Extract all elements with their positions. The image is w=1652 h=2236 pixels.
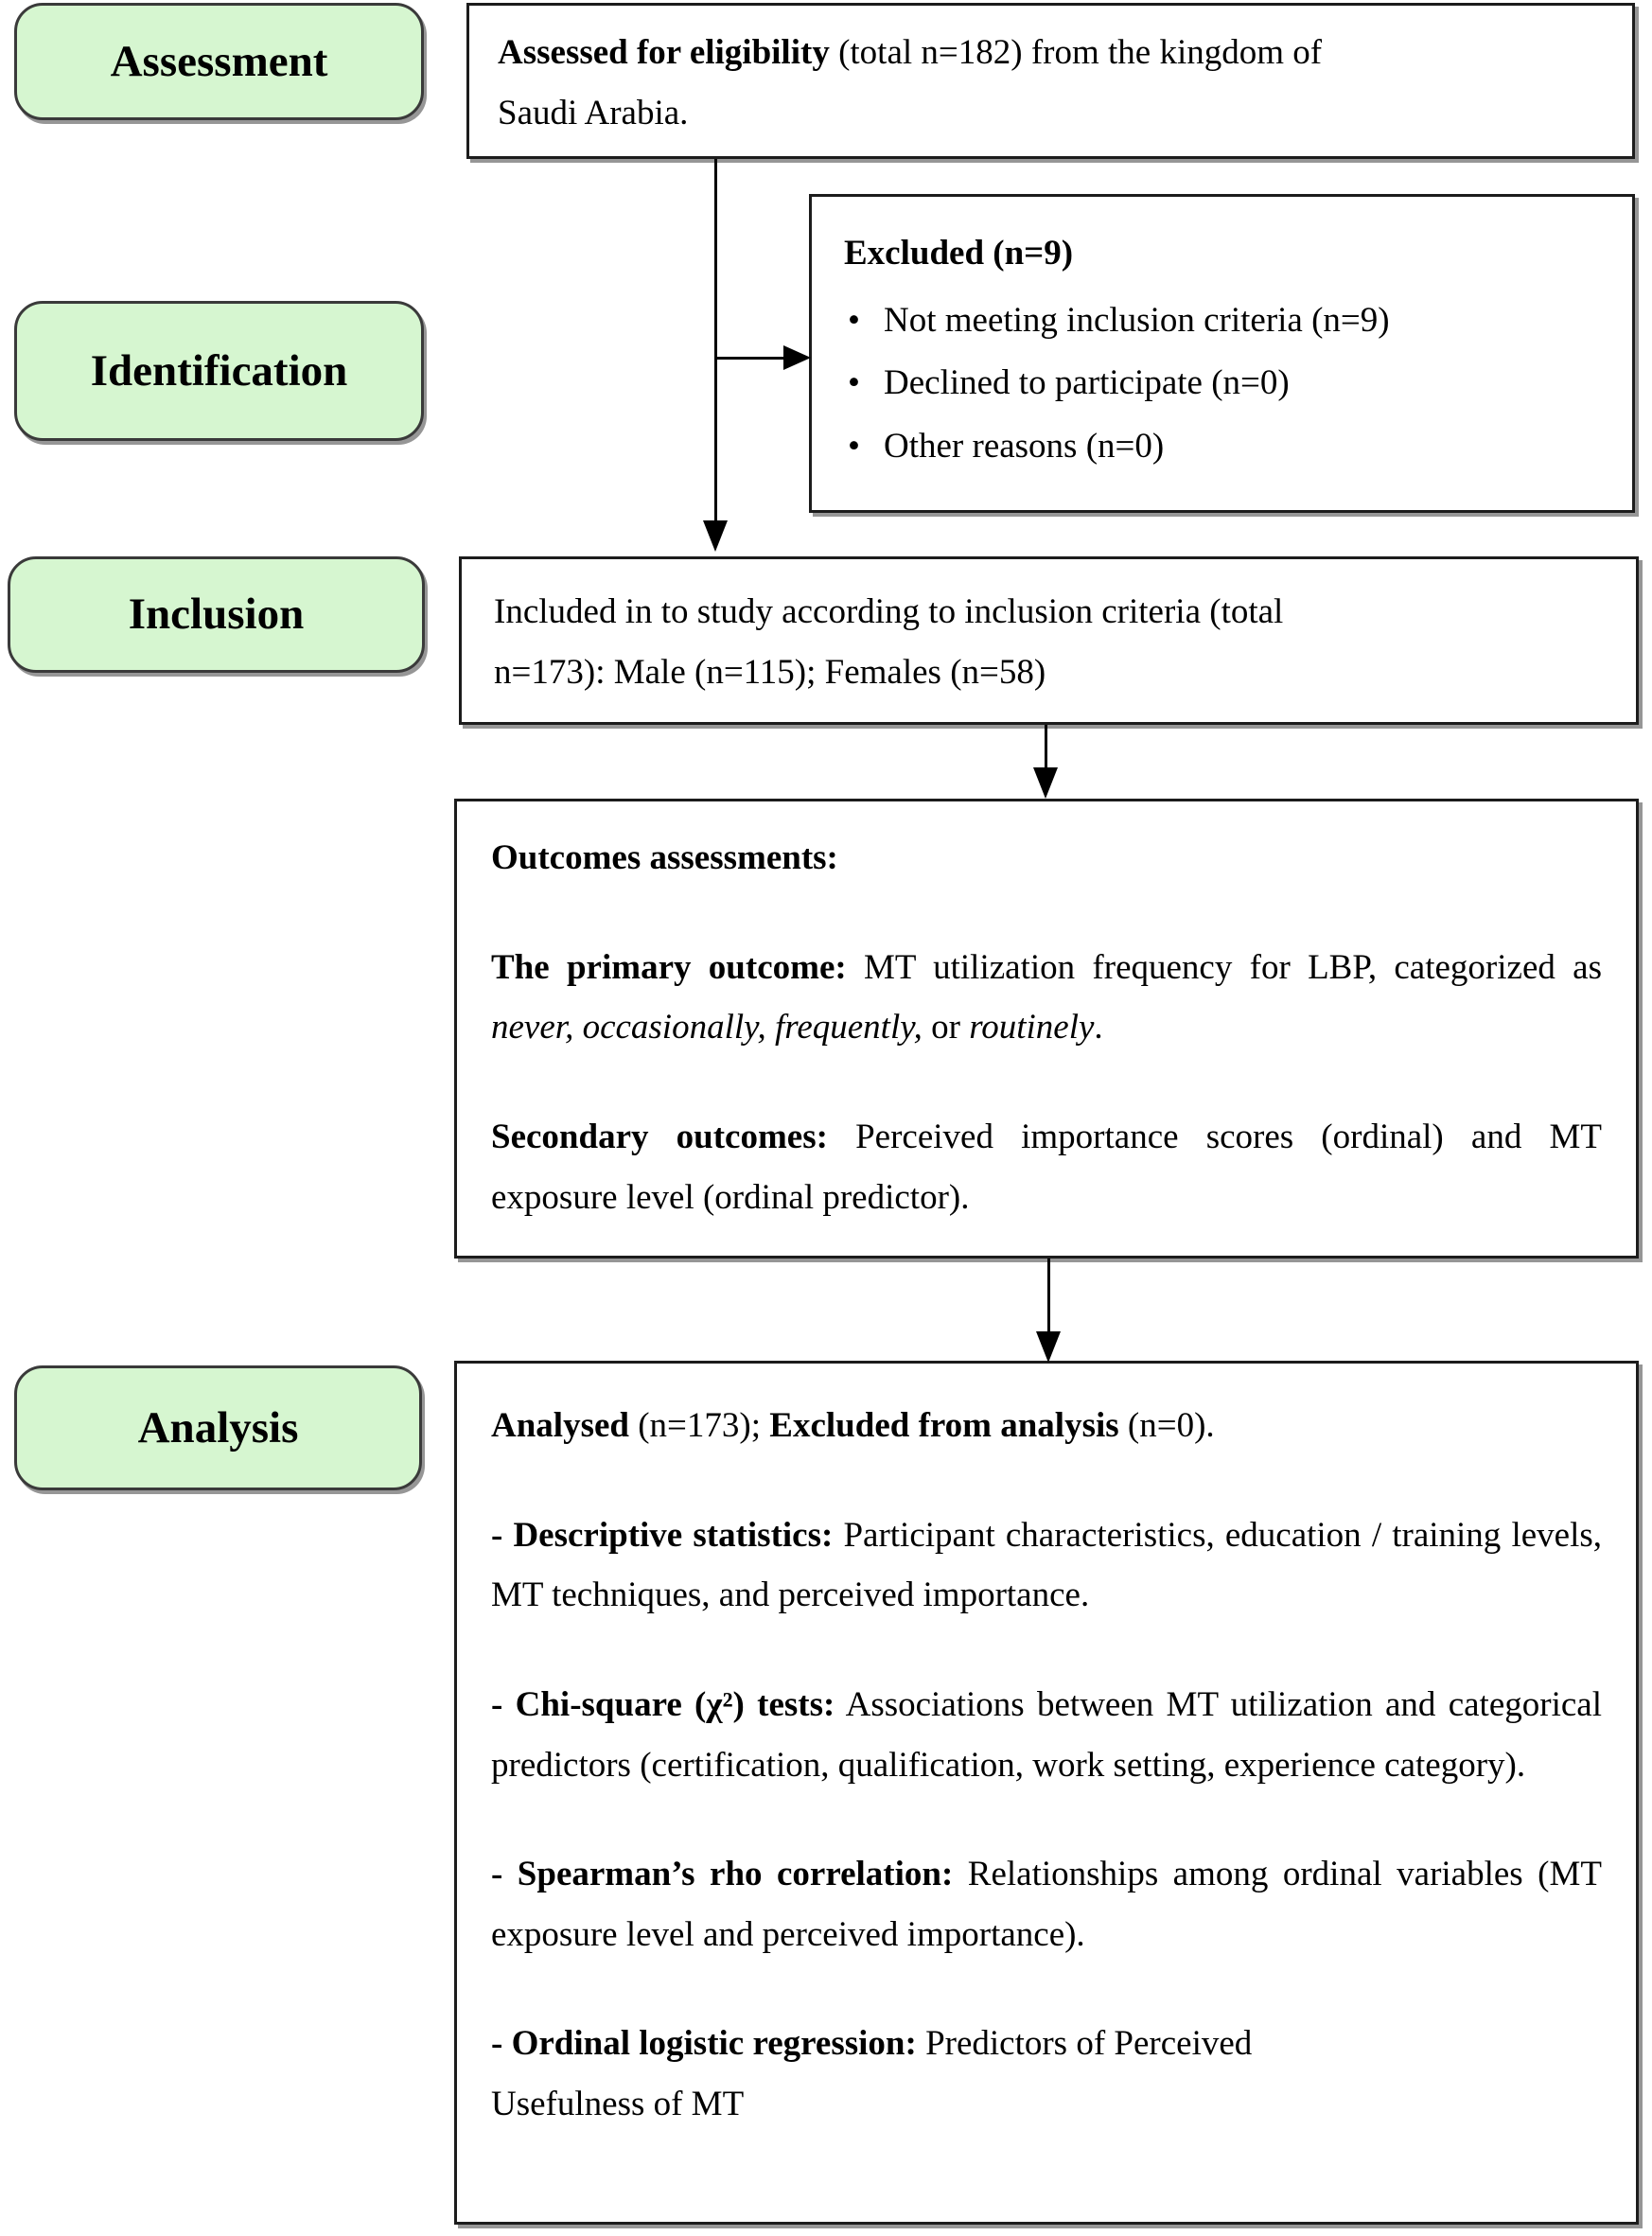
eligibility-box: [466, 3, 1635, 159]
arrow-eligibility-to-included-line: [714, 159, 717, 520]
stage-label-inclusion: [8, 556, 425, 673]
arrow-outcomes-to-analysis-line: [1047, 1259, 1050, 1332]
stage-label-inclusion-text: Inclusion: [128, 590, 305, 640]
excluded-box: [809, 194, 1635, 513]
arrowhead-down-icon: [1036, 1331, 1061, 1363]
stage-label-assessment: [14, 3, 424, 120]
analysis-item-descriptive: - Descriptive statistics: Participant characteristics, education / training levels, MT techniques, and perceived importance.: [491, 1515, 1602, 1615]
stage-label-analysis: [14, 1365, 422, 1490]
outcomes-secondary-text: Secondary outcomes: Perceived importance scores (ordinal) and MT exposure level (ordinal predictor).: [491, 1117, 1602, 1217]
analysis-item-ordinal-regression: - Ordinal logistic regression: Predictors of Perceived Usefulness of MT: [491, 2024, 1253, 2123]
stage-label-assessment-text: Assessment: [110, 36, 328, 86]
arrow-branch-to-excluded-line: [716, 357, 784, 360]
stage-label-identification: [14, 301, 424, 441]
arrowhead-down-icon: [703, 520, 728, 552]
excluded-title: Excluded (n=9): [844, 234, 1074, 273]
arrow-included-to-outcomes-line: [1045, 725, 1047, 768]
analysis-item-chi-square: - Chi-square (χ²) tests: Associations between MT utilization and categorical predictors (certification, qualification, work setting, experience category).: [491, 1684, 1602, 1785]
arrowhead-right-icon: [783, 345, 811, 370]
included-box: [459, 556, 1639, 725]
excluded-bullet-item: • Other reasons (n=0): [844, 415, 1606, 479]
excluded-bullet-item: • Declined to participate (n=0): [844, 352, 1606, 415]
stage-label-analysis-text: Analysis: [137, 1402, 299, 1453]
included-text: Included in to study according to inclusion criteria (total n=173): Male (n=115); Females (n=58): [494, 592, 1284, 692]
analysis-item-spearman: - Spearman’s rho correlation: Relationships among ordinal variables (MT exposure level and perceived importance).: [491, 1855, 1602, 1954]
stage-label-identification-text: Identification: [90, 345, 348, 396]
outcomes-heading: Outcomes assessments:: [491, 838, 838, 877]
excluded-bullet-list: [844, 290, 1606, 479]
eligibility-text: Assessed for eligibility (total n=182) from the kingdom of Saudi Arabia.: [498, 33, 1323, 132]
outcomes-box: [454, 799, 1639, 1259]
arrowhead-down-icon: [1033, 767, 1058, 799]
analysis-heading: Analysed (n=173); Excluded from analysis (n=0).: [491, 1406, 1215, 1445]
analysis-box: [454, 1361, 1639, 2225]
excluded-bullet-item: • Not meeting inclusion criteria (n=9): [844, 290, 1606, 353]
outcomes-primary-text: The primary outcome: MT utilization frequency for LBP, categorized as never, occasionally, frequently, or routinely.: [491, 947, 1602, 1048]
